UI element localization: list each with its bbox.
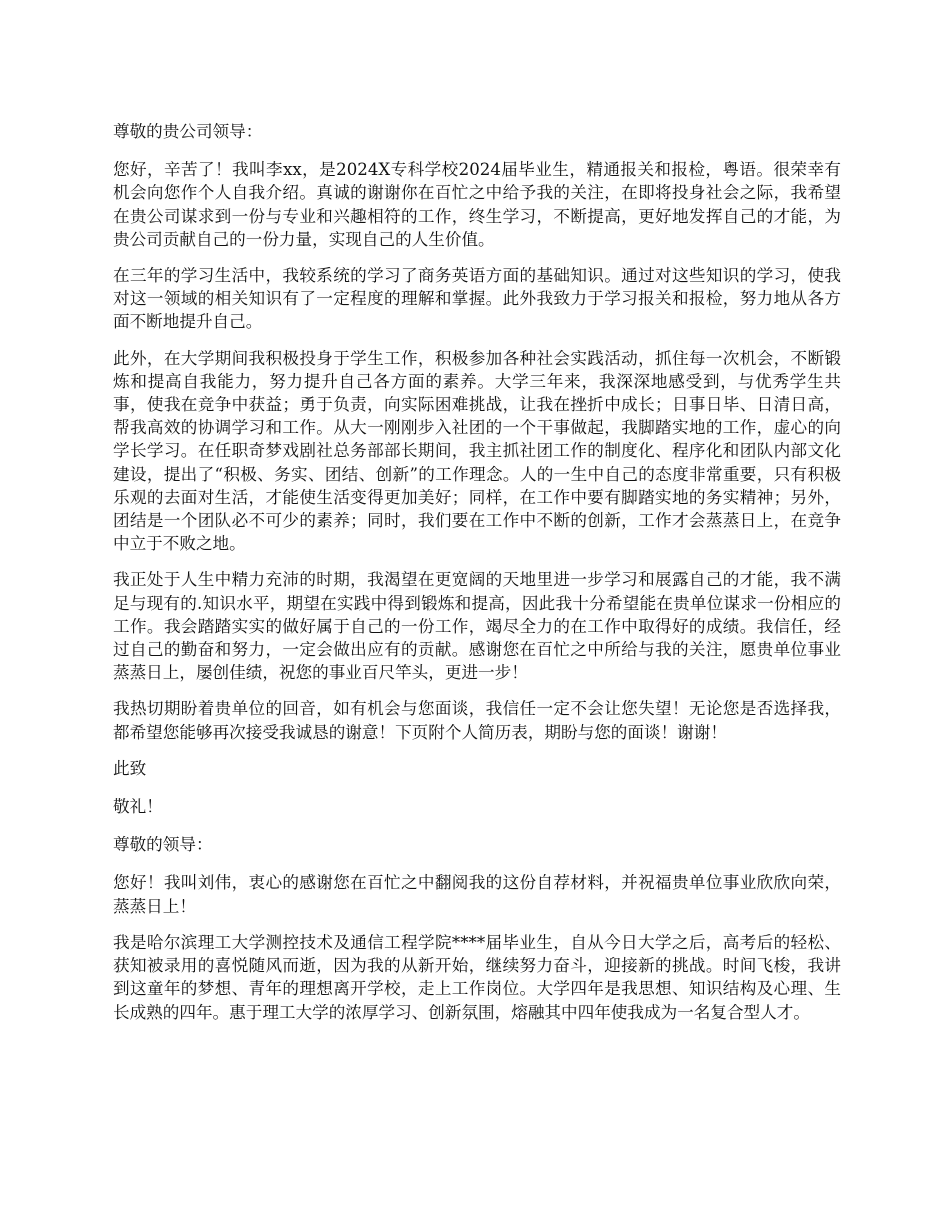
paragraph-intro: 您好，辛苦了！我叫李xx，是2024X专科学校2024届毕业生，精通报关和报检，粤语。很荣幸有机会向您作个人自我介绍。真诚的谢谢你在百忙之中给予我的关注，在即将投身社会之际，我希望在贵公司谋求到一份与专业和兴趣相符的工作，终生学习，不断提高，更好地发挥自己的才能，为贵公司贡献自己的一份力量，实现自己的人生价值。 (113, 160, 841, 249)
paragraph-activities: 此外，在大学期间我积极投身于学生工作，积极参加各种社会实践活动，抓住每一次机会，不断锻炼和提高自我能力，努力提升自己各方面的素养。大学三年来，我深深地感受到，与优秀学生共事，使我在竞争中获益；勇于负责，向实际困难挑战，让我在挫折中成长；日事日毕、日清日高，帮我高效的协调学习和工作。从大一刚刚步入社团的一个干事做起，我脚踏实地的工作，虚心的向学长学习。在任职奇梦戏剧社总务部部长期间，我主抓社团工作的制度化、程序化和团队内部文化建设，提出了“积极、务实、团结、创新”的工作理念。人的一生中自己的态度非常重要，只有积极乐观的去面对生活，才能使生活变得更加美好；同样，在工作中要有脚踏实地的务实精神；另外，团结是一个团队必不可少的素养；同时，我们要在工作中不断的创新，工作才会蒸蒸日上，在竞争中立于不败之地。 (113, 348, 841, 554)
salutation-2: 尊敬的领导： (113, 835, 213, 855)
closing-jingli: 敬礼！ (113, 797, 163, 817)
paragraph-aspiration: 我正处于人生中精力充沛的时期，我渴望在更宽阔的天地里进一步学习和展露自己的才能，我不满足与现有的.知识水平，期望在实践中得到锻炼和提高，因此我十分希望能在贵单位谋求一份相应的工作。我会踏踏实实的做好属于自己的一份工作，竭尽全力的在工作中取得好的成绩。我信任，经过自己的勤奋和努力，一定会做出应有的贡献。感谢您在百忙之中所给与我的关注，愿贵单位事业蒸蒸日上，屡创佳绩，祝您的事业百尺竿头，更进一步！ (113, 570, 841, 683)
cover-letter-page (113, 120, 841, 1037)
paragraph-closing: 我热切期盼着贵单位的回音，如有机会与您面谈，我信任一定不会让您失望！无论您是否选择我，都希望您能够再次接受我诚恳的谢意！下页附个人简历表，期盼与您的面谈！谢谢！ (113, 699, 841, 742)
closing-cizhi: 此致 (113, 758, 147, 778)
paragraph-background-2: 我是哈尔滨理工大学测控技术及通信工程学院****届毕业生，自从今日大学之后，高考后的轻松、获知被录用的喜悦随风而逝，因为我的从新开始，继续努力奋斗，迎接新的挑战。时间飞梭，我讲到这童年的梦想、青年的理想离开学校，走上工作岗位。大学四年是我思想、知识结构及心理、生长成熟的四年。惠于理工大学的浓厚学习、创新氛围，熔融其中四年使我成为一名复合型人才。 (113, 932, 841, 1022)
salutation-1: 尊敬的贵公司领导： (113, 122, 263, 141)
paragraph-intro-2: 您好！我叫刘伟，衷心的感谢您在百忙之中翻阅我的这份自荐材料，并祝福贵单位事业欣欣向荣，蒸蒸日上！ (113, 873, 841, 916)
paragraph-study: 在三年的学习生活中，我较系统的学习了商务英语方面的基础知识。通过对这些知识的学习，使我对这一领域的相关知识有了一定程度的理解和掌握。此外我致力于学习报关和报检，努力地从各方面不断地提升自己。 (113, 266, 841, 332)
